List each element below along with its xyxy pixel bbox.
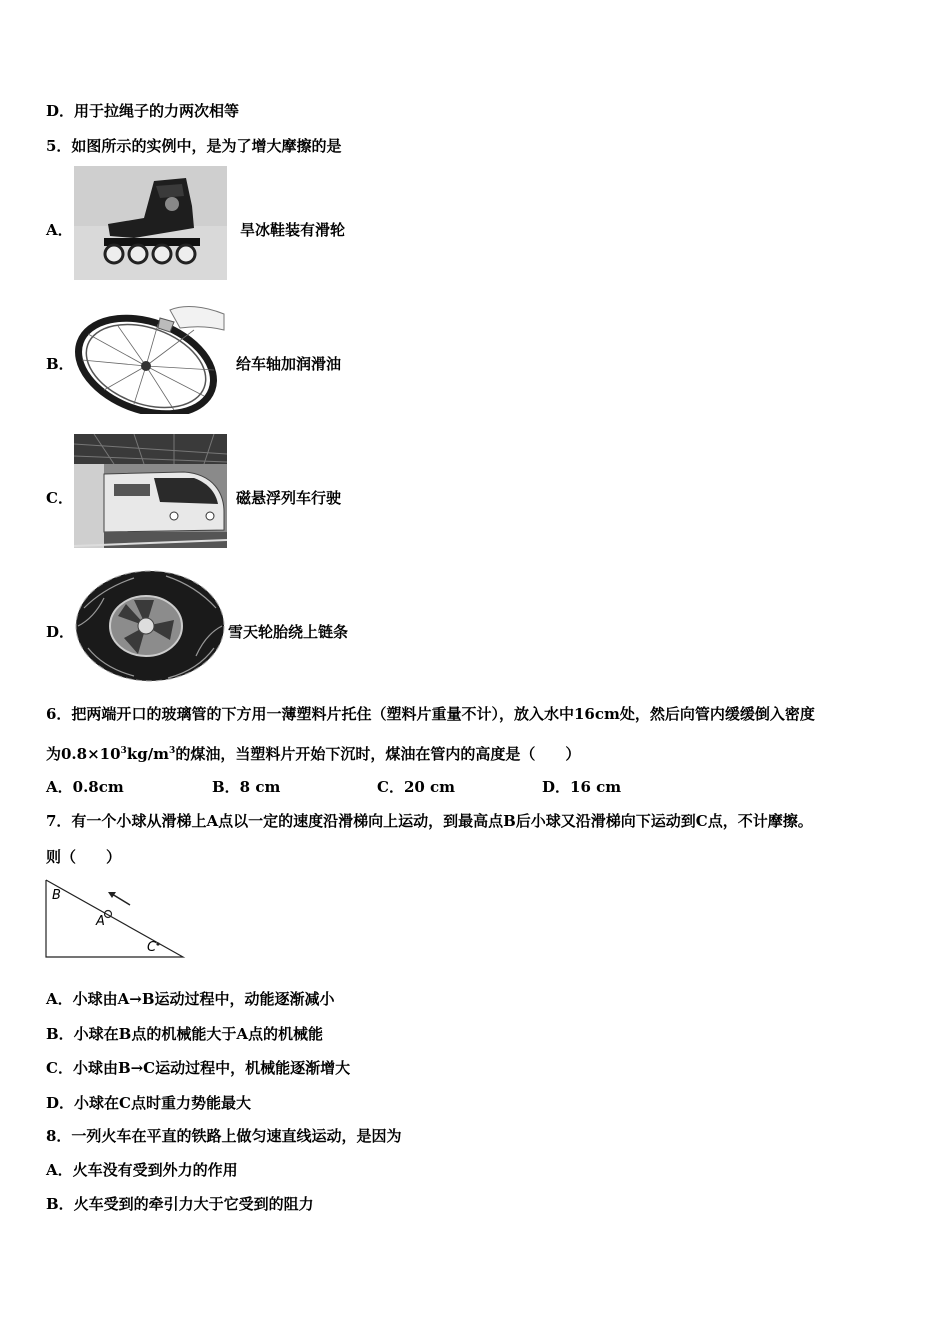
bicycle-wheel-image (74, 300, 227, 414)
q5-option-b-label: B． (46, 355, 74, 373)
point-c-label: C (147, 940, 157, 955)
q7-option-a: A．小球由A→B运动过程中，动能逐渐减小 (46, 990, 335, 1008)
q7-option-b: B．小球在B点的机械能大于A点的机械能 (46, 1025, 323, 1043)
q5-stem: 5．如图所示的实例中，是为了增大摩擦的是 (46, 137, 342, 155)
point-b-label: B (52, 888, 61, 903)
q5-option-a-text: 旱冰鞋装有滑轮 (240, 221, 346, 239)
q6-choice-d: D．16 cm (542, 778, 622, 796)
q8-option-b: B．火车受到的牵引力大于它受到的阻力 (46, 1195, 314, 1213)
q6-stem-line2: 为$0.8\times 10^3kg/m^3$的煤油，当塑料片开始下沉时，煤油在管内的高度是（ ） (46, 745, 581, 763)
q6-choice-c: C．20 cm (377, 778, 456, 796)
q6-choice-a: A．0.8cm (46, 778, 124, 796)
q5-option-b-text: 给车轴加润滑油 (236, 355, 342, 373)
q5-option-a-label: A． (46, 221, 73, 239)
q5-option-d-label: D． (46, 623, 75, 641)
tire-with-chains-image (74, 568, 227, 682)
q7-option-d: D．小球在C点时重力势能最大 (46, 1094, 251, 1112)
slide-diagram (44, 878, 186, 960)
point-a-label: A (96, 914, 105, 929)
q8-option-a: A．火车没有受到外力的作用 (46, 1161, 238, 1179)
q4-option-d: D．用于拉绳子的力两次相等 (46, 102, 240, 120)
q5-option-c-text: 磁悬浮列车行驶 (236, 489, 342, 507)
maglev-train-image (74, 434, 227, 548)
q5-option-c-label: C． (46, 489, 73, 507)
q6-stem-line1: 6．把两端开口的玻璃管的下方用一薄塑料片托住（塑料片重量不计），放入水中16cm处，然后向管内缓缓倒入密度 (46, 705, 815, 723)
q8-stem: 8．一列火车在平直的铁路上做匀速直线运动，是因为 (46, 1127, 402, 1145)
q7-option-c: C．小球由B→C运动过程中，机械能逐渐增大 (46, 1059, 351, 1077)
q7-stem-line2: 则（ ） (46, 848, 122, 866)
roller-skate-image (74, 166, 227, 280)
q5-option-d-text: 雪天轮胎绕上链条 (228, 623, 349, 641)
q6-choice-b: B．8 cm (212, 778, 281, 796)
q7-stem-line1: 7．有一个小球从滑梯上A点以一定的速度沿滑梯向上运动，到最高点B后小球又沿滑梯向下运动到C点，不计摩擦。 (46, 812, 813, 830)
